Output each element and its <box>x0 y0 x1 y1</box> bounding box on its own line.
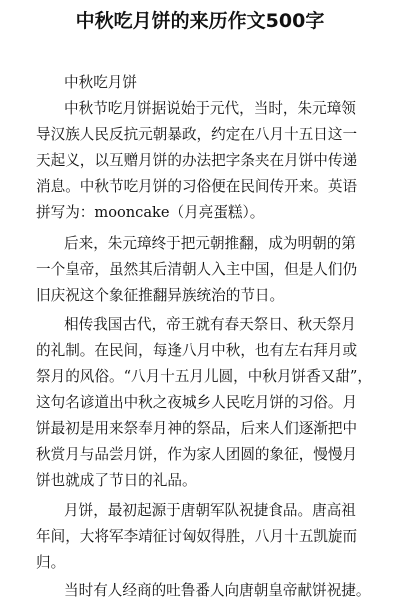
paragraph-line: 祭月的风俗。“八月十五月儿圆，中秋月饼香又甜”， <box>36 368 372 385</box>
paragraph-line: 当时有人经商的吐鲁番人向唐朝皇帝献饼祝捷。 <box>64 582 371 599</box>
section-heading: 中秋吃月饼 <box>64 74 137 91</box>
document-title: 中秋吃月饼的来历作文500字 <box>75 10 325 32</box>
paragraph-line: 拼写为：mooncake（月亮蛋糕）。 <box>36 204 265 221</box>
paragraph-line: 归。 <box>36 554 66 571</box>
paragraph-line: 一个皇帝，虽然其后清朝人入主中国，但是人们仍 <box>36 261 358 278</box>
paragraph-line: 天起义，以互赠月饼的办法把字条夹在月饼中传递 <box>36 152 358 169</box>
paragraph-line: 导汉族人民反抗元朝暴政，约定在八月十五日这一 <box>36 126 358 143</box>
paragraph-line: 相传我国古代，帝王就有春天祭日、秋天祭月 <box>64 316 356 333</box>
paragraph-line: 后来，朱元璋终于把元朝推翻，成为明朝的第 <box>64 235 356 252</box>
paragraph-line: 年间，大将军李靖征讨匈奴得胜，八月十五凯旋而 <box>36 528 358 545</box>
paragraph-line: 月饼，最初起源于唐朝军队祝捷食品。唐高祖 <box>64 502 356 519</box>
paragraph-line: 中秋节吃月饼据说始于元代，当时，朱元璋领 <box>64 100 356 117</box>
paragraph-line: 消息。中秋节吃月饼的习俗便在民间传开来。英语 <box>36 178 358 195</box>
paragraph-line: 秋赏月与品尝月饼，作为家人团圆的象征，慢慢月 <box>36 446 358 463</box>
paragraph-line: 这句名谚道出中秋之夜城乡人民吃月饼的习俗。月 <box>36 394 358 411</box>
paragraph-line: 旧庆祝这个象征推翻异族统治的节日。 <box>36 287 285 304</box>
paragraph-line: 饼也就成了节日的礼品。 <box>36 472 197 489</box>
paragraph-line: 饼最初是用来祭奉月神的祭品，后来人们逐渐把中 <box>36 420 358 437</box>
paragraph-line: 的礼制。在民间，每逢八月中秋，也有左右拜月或 <box>36 342 358 359</box>
